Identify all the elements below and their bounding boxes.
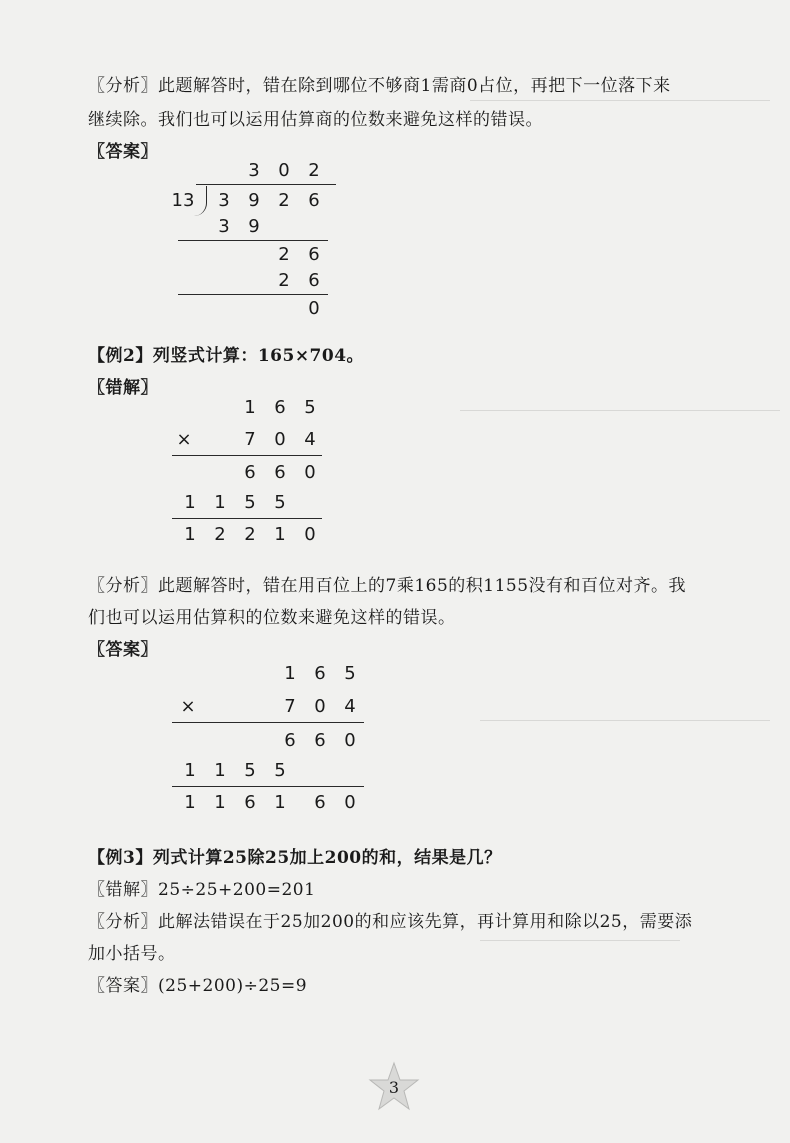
times-sign: × <box>176 429 192 450</box>
multiplication-line <box>172 455 322 456</box>
quotient-digit: 2 <box>308 160 320 181</box>
digit: 1 <box>184 792 196 813</box>
digit: 6 <box>314 792 326 813</box>
dividend-digit: 2 <box>278 190 290 211</box>
digit: 5 <box>274 760 286 781</box>
times-sign: × <box>180 696 196 717</box>
digit: 1 <box>184 524 196 545</box>
digit: 1 <box>274 792 286 813</box>
digit: 1 <box>214 792 226 813</box>
step-digit: 3 <box>218 216 230 237</box>
digit: 1 <box>284 663 296 684</box>
digit: 0 <box>304 524 316 545</box>
digit: 6 <box>314 730 326 751</box>
digit: 0 <box>314 696 326 717</box>
digit: 7 <box>244 429 256 450</box>
quotient-digit: 3 <box>248 160 260 181</box>
digit: 5 <box>344 663 356 684</box>
digit: 0 <box>274 429 286 450</box>
page-number: 3 <box>388 1078 400 1097</box>
wrong-solution-2-label: 〖错解〗 <box>88 378 158 398</box>
digit: 1 <box>244 397 256 418</box>
digit: 1 <box>214 492 226 513</box>
digit: 0 <box>344 730 356 751</box>
digit: 6 <box>314 663 326 684</box>
wrong-solution-3: 〖错解〗25÷25+200=201 <box>88 880 316 900</box>
analysis-2-line-2: 们也可以运用估算积的位数来避免这样的错误。 <box>88 608 456 628</box>
digit: 6 <box>244 462 256 483</box>
divisor: 13 <box>171 190 195 211</box>
analysis-3-line-2: 加小括号。 <box>88 944 176 964</box>
digit: 2 <box>214 524 226 545</box>
digit: 1 <box>274 524 286 545</box>
digit: 4 <box>344 696 356 717</box>
digit: 0 <box>304 462 316 483</box>
digit: 6 <box>244 792 256 813</box>
dividend-digit: 3 <box>218 190 230 211</box>
digit: 1 <box>214 760 226 781</box>
analysis-3-line-1: 〖分析〗此解法错误在于25加200的和应该先算，再计算用和除以25，需要添 <box>88 912 693 932</box>
digit: 6 <box>284 730 296 751</box>
example-2-title: 【例2】列竖式计算：165×704。 <box>88 346 365 366</box>
digit: 5 <box>244 760 256 781</box>
digit: 6 <box>274 397 286 418</box>
division-line <box>178 240 328 241</box>
step-digit: 6 <box>308 270 320 291</box>
division-top-line <box>196 184 336 185</box>
example-3-title: 【例3】列式计算25除25加上200的和，结果是几？ <box>88 848 502 868</box>
step-digit: 9 <box>248 216 260 237</box>
step-digit: 2 <box>278 244 290 265</box>
digit: 7 <box>284 696 296 717</box>
digit: 5 <box>304 397 316 418</box>
analysis-1-line-1: 〖分析〗此题解答时，错在除到哪位不够商1需商0占位，再把下一位落下来 <box>88 76 671 96</box>
digit: 0 <box>344 792 356 813</box>
multiplication-line <box>172 722 364 723</box>
digit: 1 <box>184 492 196 513</box>
answer-1-label: 〖答案〗 <box>88 142 158 162</box>
remainder: 0 <box>308 298 320 319</box>
dividend-digit: 6 <box>308 190 320 211</box>
division-line <box>178 294 328 295</box>
digit: 5 <box>244 492 256 513</box>
digit: 5 <box>274 492 286 513</box>
digit: 2 <box>244 524 256 545</box>
answer-2-label: 〖答案〗 <box>88 640 158 660</box>
digit: 1 <box>184 760 196 781</box>
multiplication-line <box>172 786 364 787</box>
analysis-1-line-2: 继续除。我们也可以运用估算商的位数来避免这样的错误。 <box>88 110 543 130</box>
digit: 6 <box>274 462 286 483</box>
digit: 4 <box>304 429 316 450</box>
step-digit: 2 <box>278 270 290 291</box>
multiplication-line <box>172 518 322 519</box>
dividend-digit: 9 <box>248 190 260 211</box>
answer-3: 〖答案〗(25+200)÷25=9 <box>88 976 308 996</box>
analysis-2-line-1: 〖分析〗此题解答时，错在用百位上的7乘165的积1155没有和百位对齐。我 <box>88 576 687 596</box>
step-digit: 6 <box>308 244 320 265</box>
quotient-digit: 0 <box>278 160 290 181</box>
